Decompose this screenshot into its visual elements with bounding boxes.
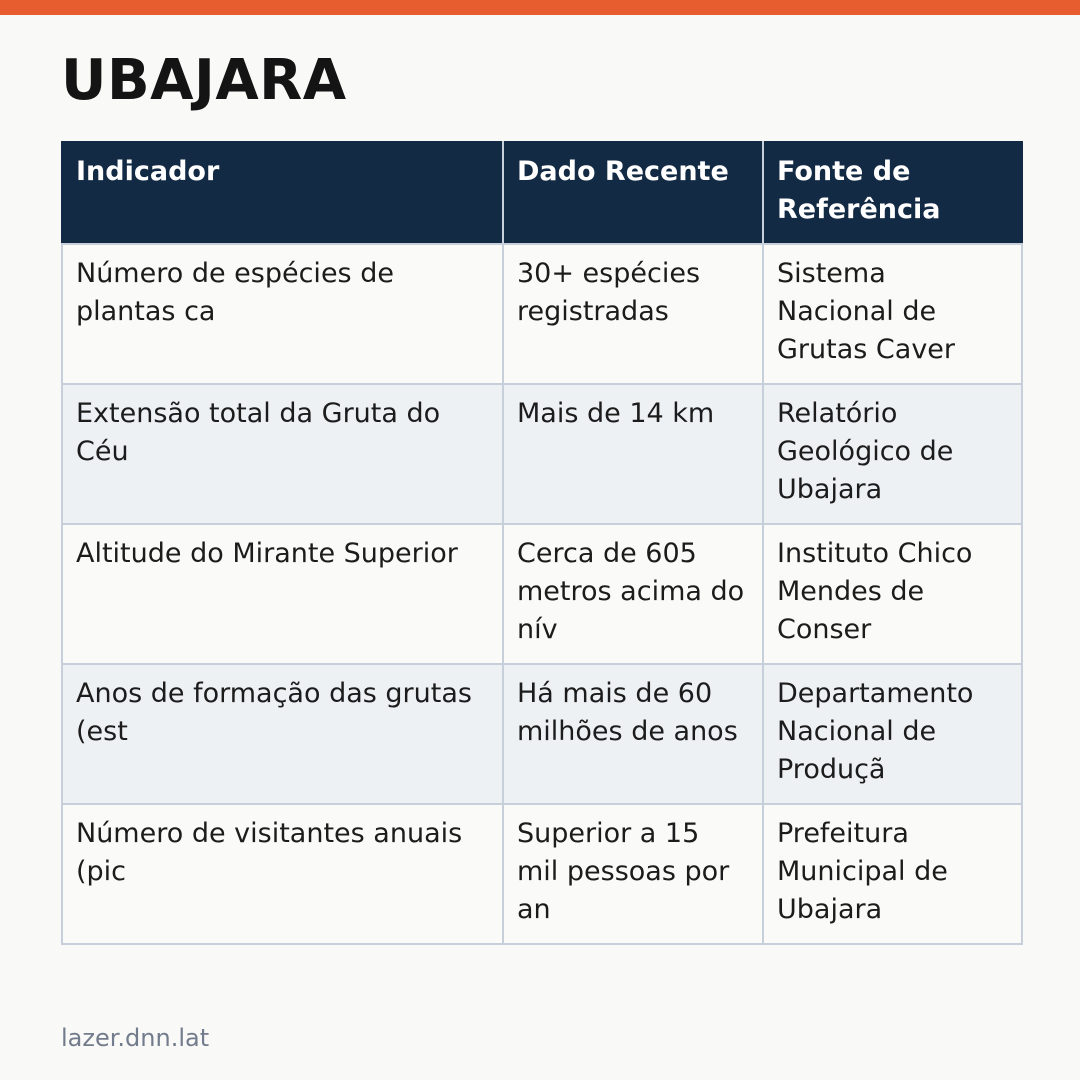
cell-indicador: Anos de formação das grutas (est	[62, 664, 503, 804]
accent-bar	[0, 0, 1080, 15]
cell-fonte: Instituto Chico Mendes de Conser	[763, 524, 1022, 664]
cell-dado-recente: Superior a 15 mil pessoas por an	[503, 804, 763, 944]
cell-indicador: Número de visitantes anuais (pic	[62, 804, 503, 944]
cell-dado-recente: 30+ espécies registradas	[503, 244, 763, 384]
cell-fonte: Departamento Nacional de Produçã	[763, 664, 1022, 804]
cell-indicador: Altitude do Mirante Superior	[62, 524, 503, 664]
column-header-dado-recente: Dado Recente	[503, 142, 763, 244]
footer-domain: lazer.dnn.lat	[61, 1024, 210, 1052]
cell-dado-recente: Há mais de 60 milhões de anos	[503, 664, 763, 804]
table-row	[62, 524, 1022, 664]
page-title: UBAJARA	[61, 48, 347, 113]
table-header-row	[62, 142, 1022, 244]
cell-indicador: Número de espécies de plantas ca	[62, 244, 503, 384]
column-header-indicador: Indicador	[62, 142, 503, 244]
cell-fonte: Sistema Nacional de Grutas Caver	[763, 244, 1022, 384]
cell-dado-recente: Cerca de 605 metros acima do nív	[503, 524, 763, 664]
column-header-fonte: Fonte de Referência	[763, 142, 1022, 244]
cell-fonte: Prefeitura Municipal de Ubajara	[763, 804, 1022, 944]
table-row	[62, 244, 1022, 384]
cell-fonte: Relatório Geológico de Ubajara	[763, 384, 1022, 524]
cell-indicador: Extensão total da Gruta do Céu	[62, 384, 503, 524]
table-row	[62, 804, 1022, 944]
table-row	[62, 384, 1022, 524]
cell-dado-recente: Mais de 14 km	[503, 384, 763, 524]
table-row	[62, 664, 1022, 804]
data-table	[61, 141, 1023, 945]
